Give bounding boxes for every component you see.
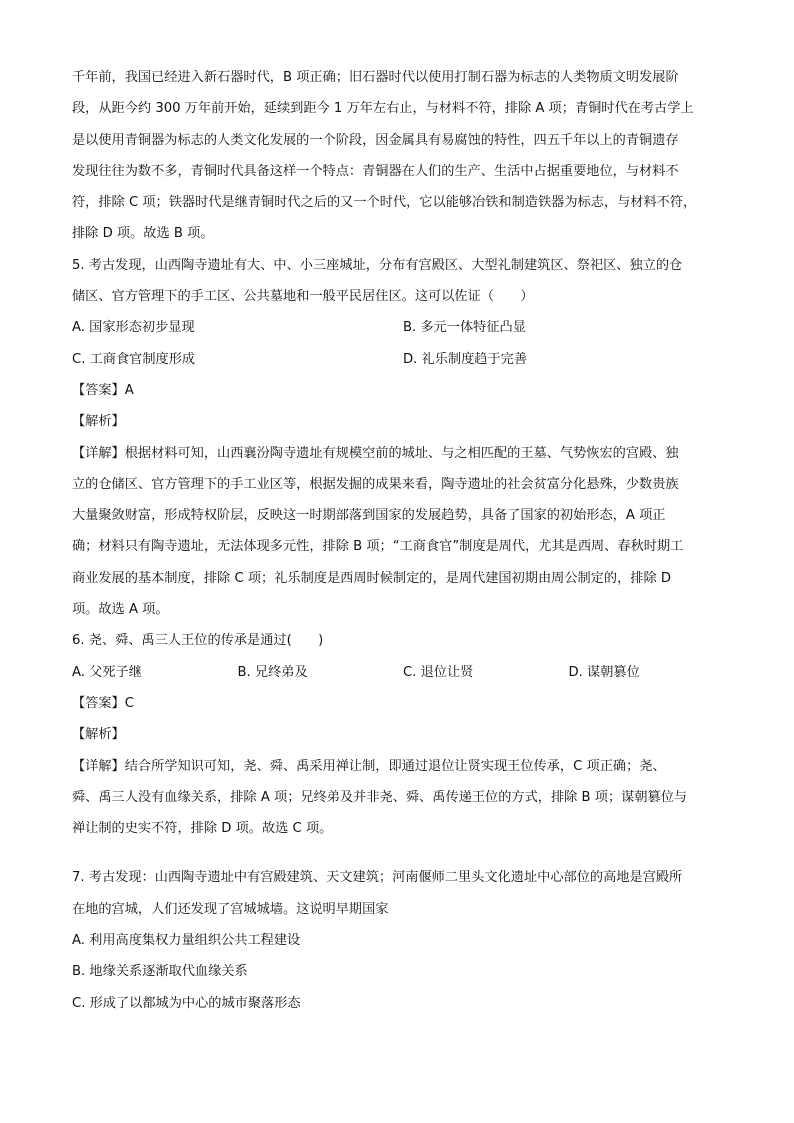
option-d: D. 礼乐制度趋于完善: [403, 351, 528, 367]
detail-line: 商业发展的基本制度，排除 C 项；礼乐制度是西周时候制定的，是周代建国初期由周公制定的，排除 D: [72, 570, 671, 586]
answer-label: 【答案】C: [72, 695, 134, 711]
detail-line: 【详解】根据材料可知，山西襄汾陶寺遗址有规模空前的城址、与之相匹配的王墓、气势恢宏的宫殿、独: [72, 445, 679, 461]
question-stem: 在地的宫城，人们还发现了宫城城墙。这说明早期国家: [72, 901, 389, 917]
question-stem: 5. 考古发现，山西陶寺遗址有大、中、小三座城址，分布有宫殿区、大型礼制建筑区、祭祀区、独立的仓: [72, 257, 683, 273]
question-7: [72, 862, 734, 1018]
option-b: B. 兄终弟及: [237, 664, 308, 680]
question-5: [72, 250, 734, 626]
text-line: 发现往往为数不多，青铜时代具备这样一个特点：青铜器在人们的生产、生活中占据重要地位，与材料不: [72, 163, 679, 179]
options-row: [72, 657, 734, 688]
option-d: D. 谋朝篡位: [568, 664, 640, 680]
question-stem: 6. 尧、舜、禹三人王位的传承是通过( ): [72, 633, 324, 649]
detail-line: 禅让制的史实不符，排除 D 项。故选 C 项。: [72, 821, 333, 837]
blank-spacer: [72, 844, 734, 862]
option-c: C. 工商食官制度形成: [72, 351, 196, 367]
options-row: [72, 344, 734, 375]
question-stem: 7. 考古发现：山西陶寺遗址中有宫殿建筑、天文建筑；河南偃师二里头文化遗址中心部位的高地是宫殿所: [72, 870, 683, 886]
text-line: 是以使用青铜器为标志的人类文化发展的一个阶段，因金属具有易腐蚀的特性，四五千年以上的青铜遗存: [72, 132, 679, 148]
prev-question-analysis: [72, 62, 734, 250]
option-a: A. 父死子继: [72, 664, 142, 680]
analysis-label: 【解析】: [72, 414, 125, 430]
detail-line: 项。故选 A 项。: [72, 602, 169, 618]
option-c: C. 形成了以都城为中心的城市聚落形态: [72, 995, 301, 1011]
detail-line: 【详解】结合所学知识可知，尧、舜、禹采用禅让制，即通过退位让贤实现王位传承，C 项正确；尧、: [72, 758, 666, 774]
detail-line: 舜、禹三人没有血缘关系，排除 A 项；兄终弟及并非尧、舜、禹传递王位的方式，排除 B 项；谋朝篡位与: [72, 789, 688, 805]
option-b: B. 多元一体特征凸显: [403, 320, 526, 336]
detail-line: 确；材料只有陶寺遗址，无法体现多元性，排除 B 项；“工商食官”制度是周代，尤其是西周、春秋时期工: [72, 539, 684, 555]
answer-label: 【答案】A: [72, 382, 134, 398]
options-row: [72, 312, 734, 343]
text-line: 段，从距今约 300 万年前开始，延续到距今 1 万年左右止，与材料不符，排除 A 项；青铜时代在考古学上: [72, 101, 694, 117]
question-6: [72, 625, 734, 844]
text-line: 符，排除 C 项；铁器时代是继青铜时代之后的又一个时代，它以能够冶铁和制造铁器为标志，与材料不符，: [72, 195, 697, 211]
analysis-label: 【解析】: [72, 727, 125, 743]
detail-line: 立的仓储区、官方管理下的手工业区等，根据发掘的成果来看，陶寺遗址的社会贫富分化悬殊，少数贵族: [72, 476, 679, 492]
option-c: C. 退位让贤: [403, 664, 474, 680]
question-stem: 储区、官方管理下的手工区、公共墓地和一般平民居住区。这可以佐证（ ）: [72, 289, 534, 305]
option-a: A. 国家形态初步显现: [72, 320, 195, 336]
text-line: 千年前，我国已经进入新石器时代，B 项正确；旧石器时代以使用打制石器为标志的人类物质文明发展阶: [72, 70, 679, 85]
option-a: A. 利用高度集权力量组织公共工程建设: [72, 933, 301, 949]
exam-page: [72, 62, 734, 1019]
text-line: 排除 D 项。故选 B 项。: [72, 226, 214, 242]
detail-line: 大量聚敛财富，形成特权阶层，反映这一时期部落到国家的发展趋势，具备了国家的初始形态，A 项正: [72, 508, 666, 524]
option-b: B. 地缘关系逐渐取代血缘关系: [72, 964, 248, 980]
